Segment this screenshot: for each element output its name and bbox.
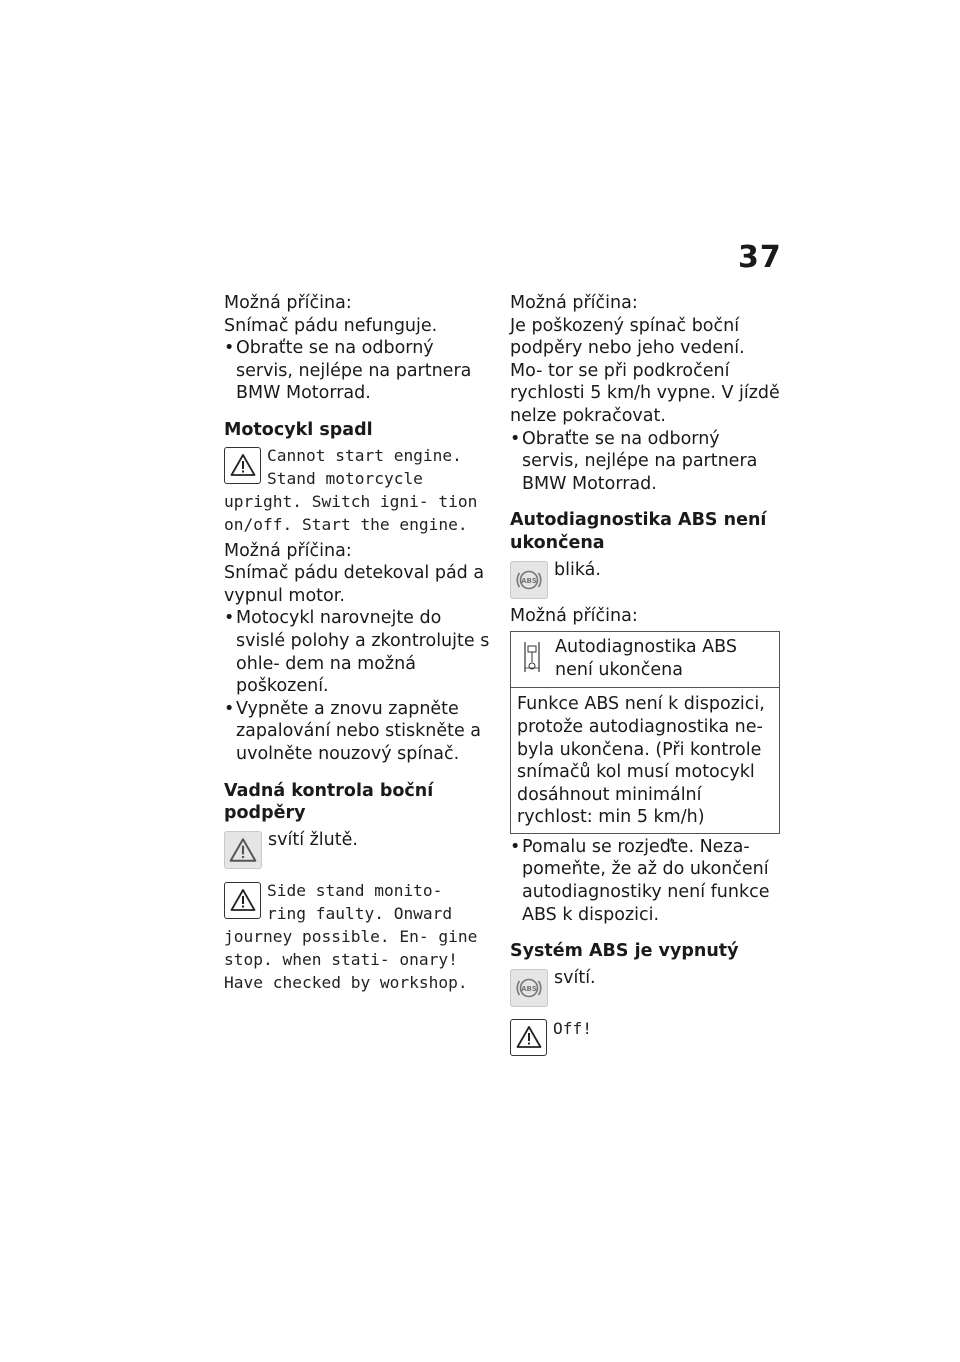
cause-label: Možná příčina: <box>224 293 352 313</box>
list-item: • Vypněte a znovu zapněte zapalování nebo stiskněte a uvolněte nouzový spínač. <box>224 698 490 766</box>
cause-label: Možná příčina: <box>510 605 638 626</box>
warning-triangle-icon <box>224 882 261 919</box>
indicator-state-text: svítí žlutě. <box>268 829 358 850</box>
display-message: Off! <box>553 1018 592 1038</box>
action-list <box>510 836 780 926</box>
stand-indicator <box>224 829 490 869</box>
warning-triangle-icon <box>224 447 261 484</box>
svg-text:ABS: ABS <box>521 576 537 585</box>
page-number: 37 <box>738 240 782 275</box>
info-table-header <box>511 632 779 688</box>
list-item: • Motocykl narovnejte do svislé polohy a zkontrolujte s ohle- dem na možná poškození. <box>224 607 490 697</box>
list-item: • Obraťte se na odborný servis, nejlépe na partnera BMW Motorrad. <box>510 428 780 496</box>
section-heading-side-stand: Vadná kontrola boční podpěry <box>224 780 434 824</box>
action-list <box>510 428 780 496</box>
warning-triangle-icon <box>510 1019 547 1056</box>
abs-off-message <box>510 1017 780 1056</box>
indicator-state-text: svítí. <box>554 967 596 988</box>
section-heading-abs-off: Systém ABS je vypnutý <box>510 941 739 962</box>
cause-label: Možná příčina: <box>510 293 638 313</box>
action-list <box>224 607 490 765</box>
section-heading-abs-selfdiag: Autodiagnostika ABS není ukončena <box>510 510 767 553</box>
abs-light-icon <box>510 561 548 599</box>
warning-triangle-icon <box>224 831 262 869</box>
indicator-state-text: bliká. <box>554 559 601 580</box>
right-column <box>510 292 780 1056</box>
info-table <box>510 631 780 834</box>
abs-selfdiag-indicator <box>510 559 780 599</box>
left-column <box>224 292 490 994</box>
abs-light-icon <box>510 969 548 1007</box>
cause-text: Snímač pádu detekoval pád a vypnul motor. <box>224 563 485 606</box>
list-item: • Obraťte se na odborný servis, nejlépe na partnera BMW Motorrad. <box>224 337 490 405</box>
cause-text: Je poškozený spínač boční podpěry nebo jeho vedení. Mo- tor se při podkročení rychlosti 5 km/h vypne. V jízdě nelze pokračovat. <box>510 315 780 426</box>
fall-message: Cannot start engine. Stand motorcycle upright. Switch igni- tion on/off. Start the engine. <box>224 445 478 534</box>
cause-label: Možná příčina: <box>224 540 352 561</box>
action-list <box>224 337 490 405</box>
section-heading-fall: Motocykl spadl <box>224 419 373 440</box>
svg-text:ABS: ABS <box>521 984 537 993</box>
note-icon <box>523 640 541 681</box>
info-table-body: Funkce ABS není k dispozici, protože autodiagnostika ne- byla ukončena. (Při kontrole snímačů kol musí motocykl dosáhnout minimální rychlost: min 5 km/h) <box>517 694 765 828</box>
info-table-title: Autodiagnostika ABS není ukončena <box>555 637 737 680</box>
list-item: • Pomalu se rozjeďte. Neza- pomeňte, že až do ukončení autodiagnostiky není funkce ABS k dispozici. <box>510 836 780 926</box>
stand-message: Side stand monito- ring faulty. Onward journey possible. En- gine stop. when stati- onary! Have checked by workshop. <box>224 880 478 992</box>
cause-text: Snímač pádu nefunguje. <box>224 315 438 336</box>
abs-off-indicator <box>510 967 780 1007</box>
